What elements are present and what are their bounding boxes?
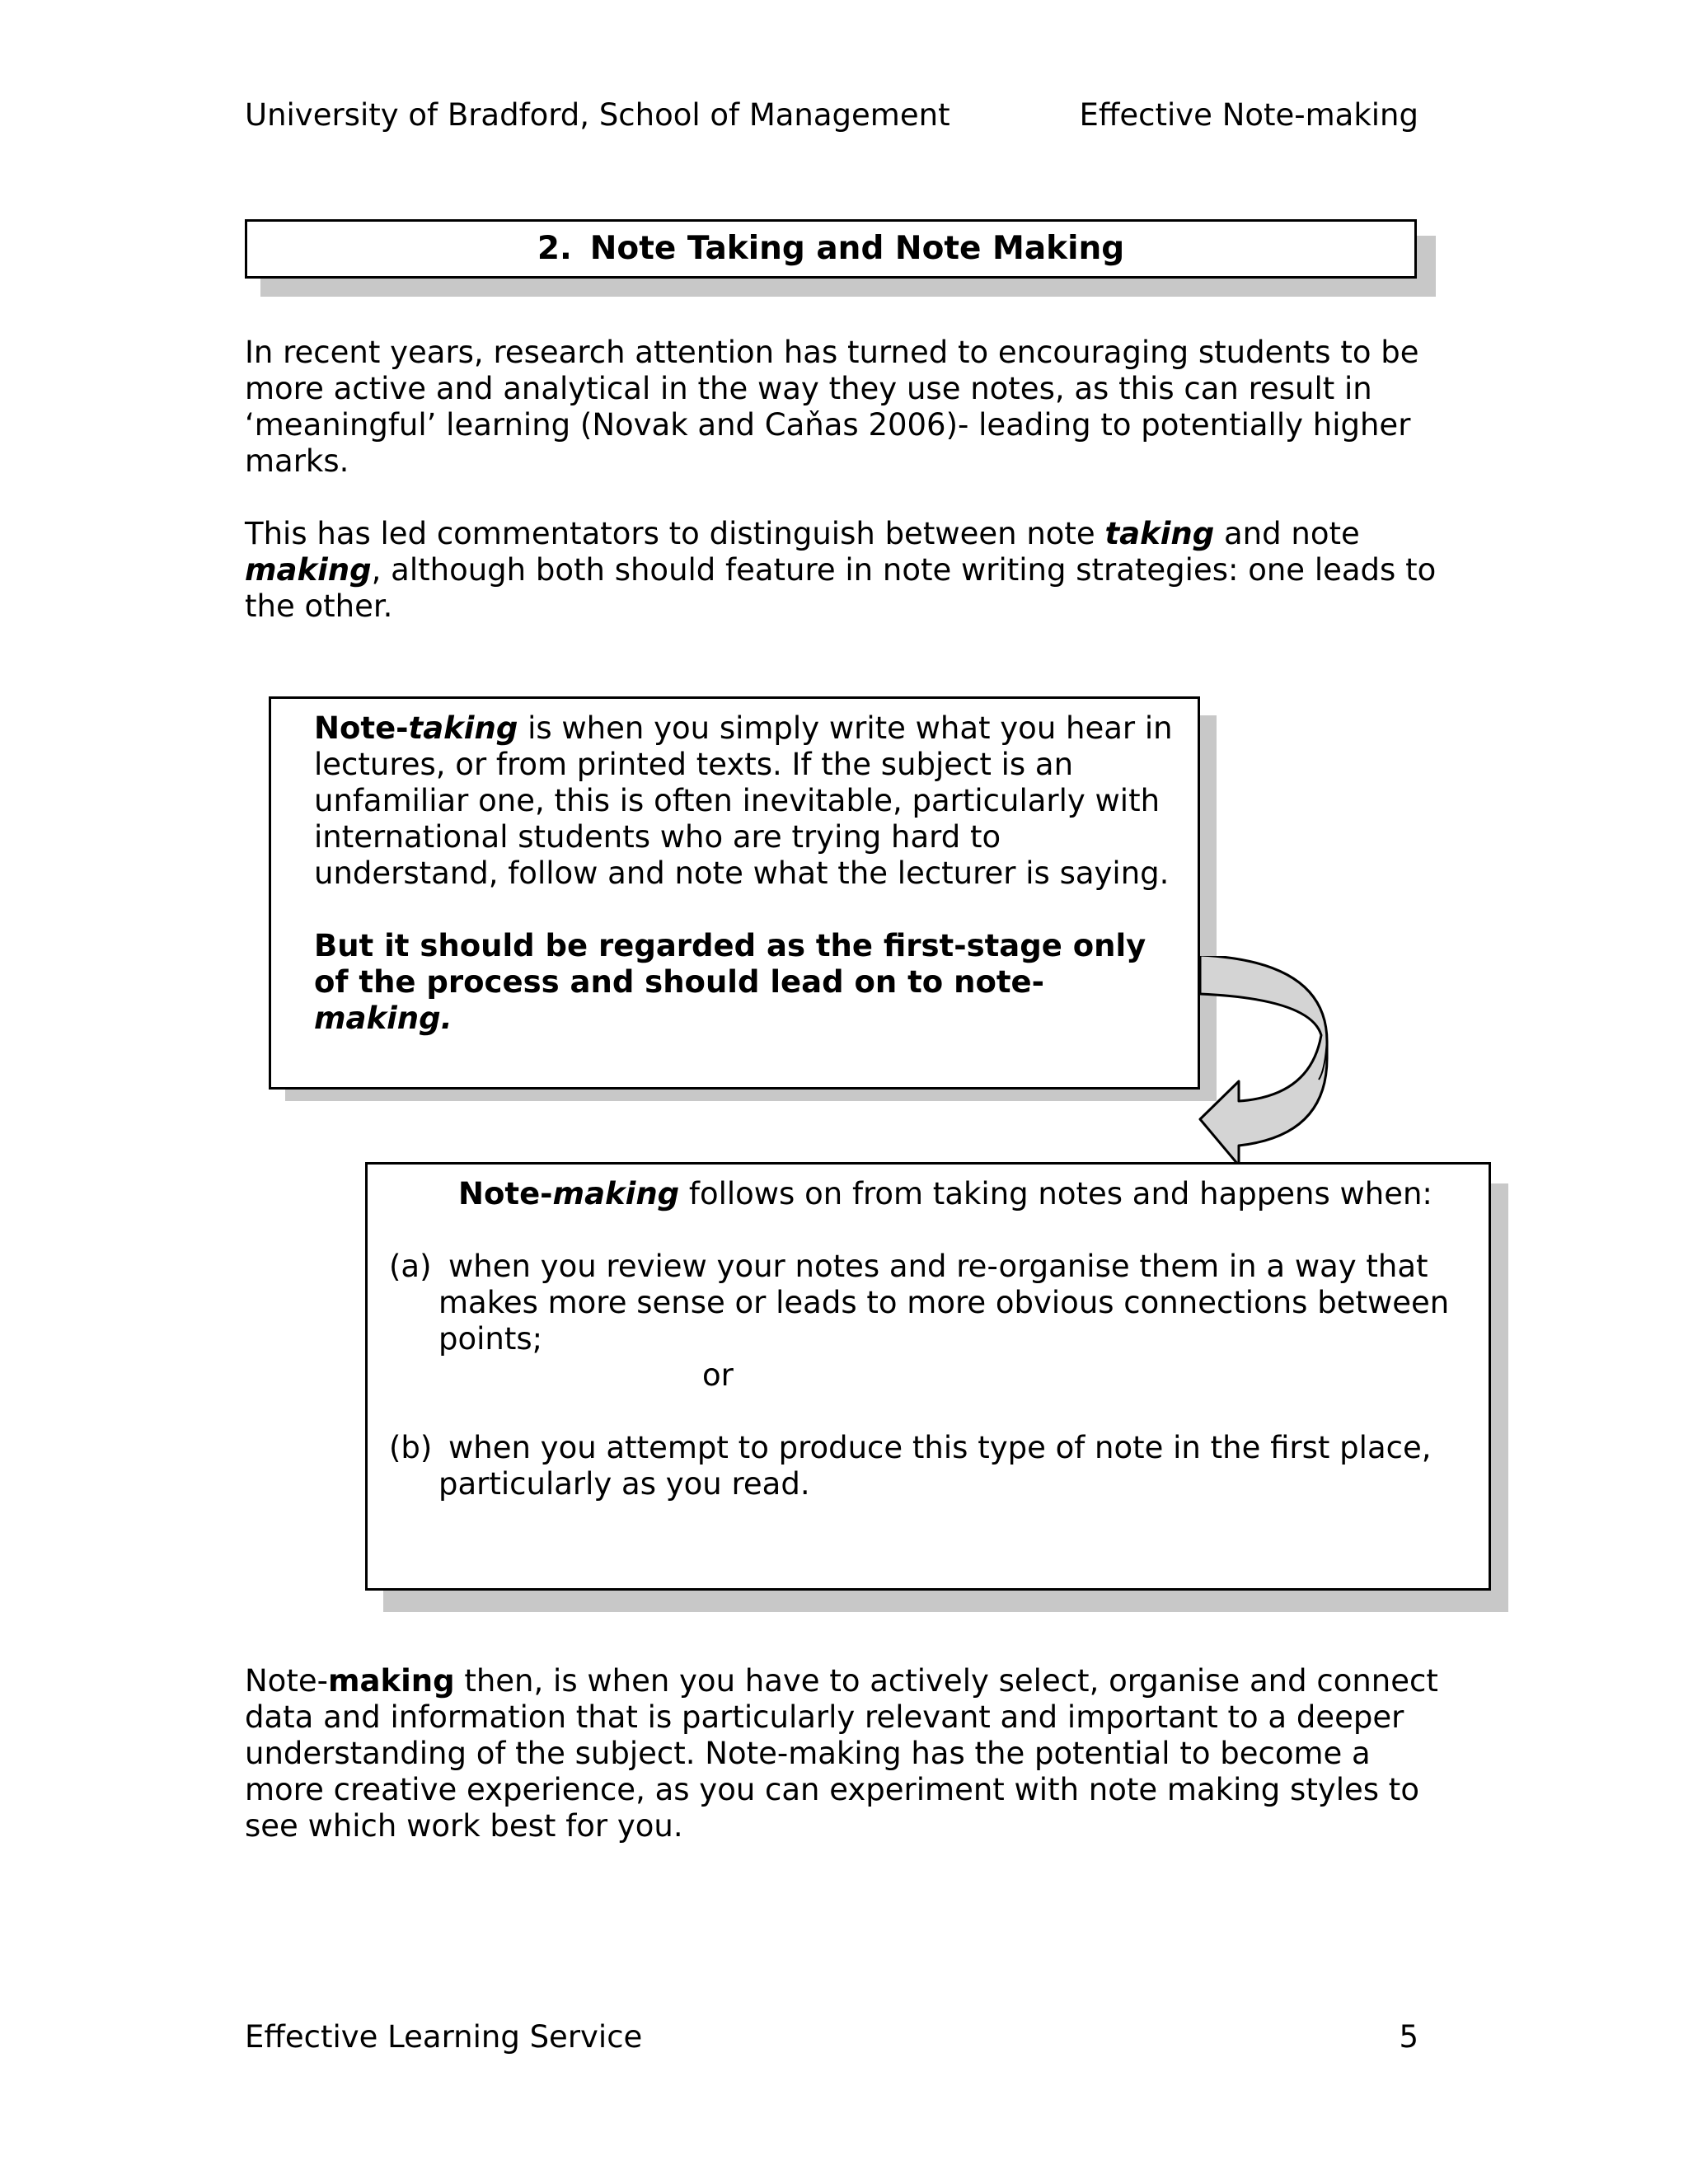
or-separator: or [702, 1357, 734, 1393]
list-item-b-continuation: particularly as you read. [438, 1466, 810, 1502]
conclusion-paragraph: Note-making then, is when you have to actively select, organise and connect data and information that is particularly relevant and important to a deeper understanding of the subject. Note-making has the potential to become a more creative experience, as you can experiment with note making styles to see which work best for you. [245, 1663, 1438, 1844]
page-number: 5 [1399, 2019, 1418, 2055]
list-item-a-text: when you review your notes and re-organise them in a way that [448, 1249, 1428, 1284]
note-taking-box [269, 696, 1200, 1090]
list-item-a [389, 1249, 1464, 1285]
note-making-lead: Note-making follows on from taking notes and happens when: [458, 1176, 1432, 1212]
footer-left: Effective Learning Service [245, 2019, 643, 2055]
note-taking-emphasis: But it should be regarded as the first-stage only of the process and should lead on to note-making. [314, 928, 1146, 1036]
list-item-b-text: when you attempt to produce this type of note in the first place, [448, 1430, 1432, 1465]
note-taking-body: is when you simply write what you hear in lectures, or from printed texts. If the subject is an unfamiliar one, this is often inevitable, particularly with international students who are trying hard to understand, follow and note what the lecturer is saying. [314, 710, 1173, 891]
section-title-box [245, 219, 1417, 279]
note-making-box [365, 1162, 1491, 1591]
para2-text-1: This has led commentators to distinguish between note [245, 516, 1105, 551]
para2-making: making [245, 552, 372, 588]
note-making-term: Note-making [458, 1176, 680, 1212]
list-item-a-continuation: makes more sense or leads to more obvious connections between points; [438, 1285, 1450, 1357]
section-title: Note Taking and Note Making [589, 230, 1125, 267]
curved-arrow-icon [1187, 956, 1335, 1170]
para2-text-2: and note [1214, 516, 1360, 551]
note-taking-term: Note-taking [314, 710, 518, 746]
list-item-b-label: (b) [389, 1430, 433, 1465]
para2-text-3: , although both should feature in note writing strategies: one leads to the other. [245, 552, 1437, 624]
list-item-a-label: (a) [389, 1249, 432, 1284]
header-right: Effective Note-making [1079, 97, 1418, 133]
para3-making: making [327, 1663, 455, 1699]
note-taking-definition [314, 710, 1173, 892]
section-number: 2. [537, 230, 572, 267]
distinction-paragraph [245, 516, 1448, 625]
intro-paragraph: In recent years, research attention has turned to encouraging students to be more active and analytical in the way they use notes, as this can result in ‘meaningful’ learning (Novak and Caňas 2006)- leading to potentially higher marks. [245, 335, 1419, 479]
list-item-b [389, 1430, 1464, 1466]
para2-taking: taking [1104, 516, 1215, 551]
header-left: University of Bradford, School of Management [245, 97, 950, 133]
